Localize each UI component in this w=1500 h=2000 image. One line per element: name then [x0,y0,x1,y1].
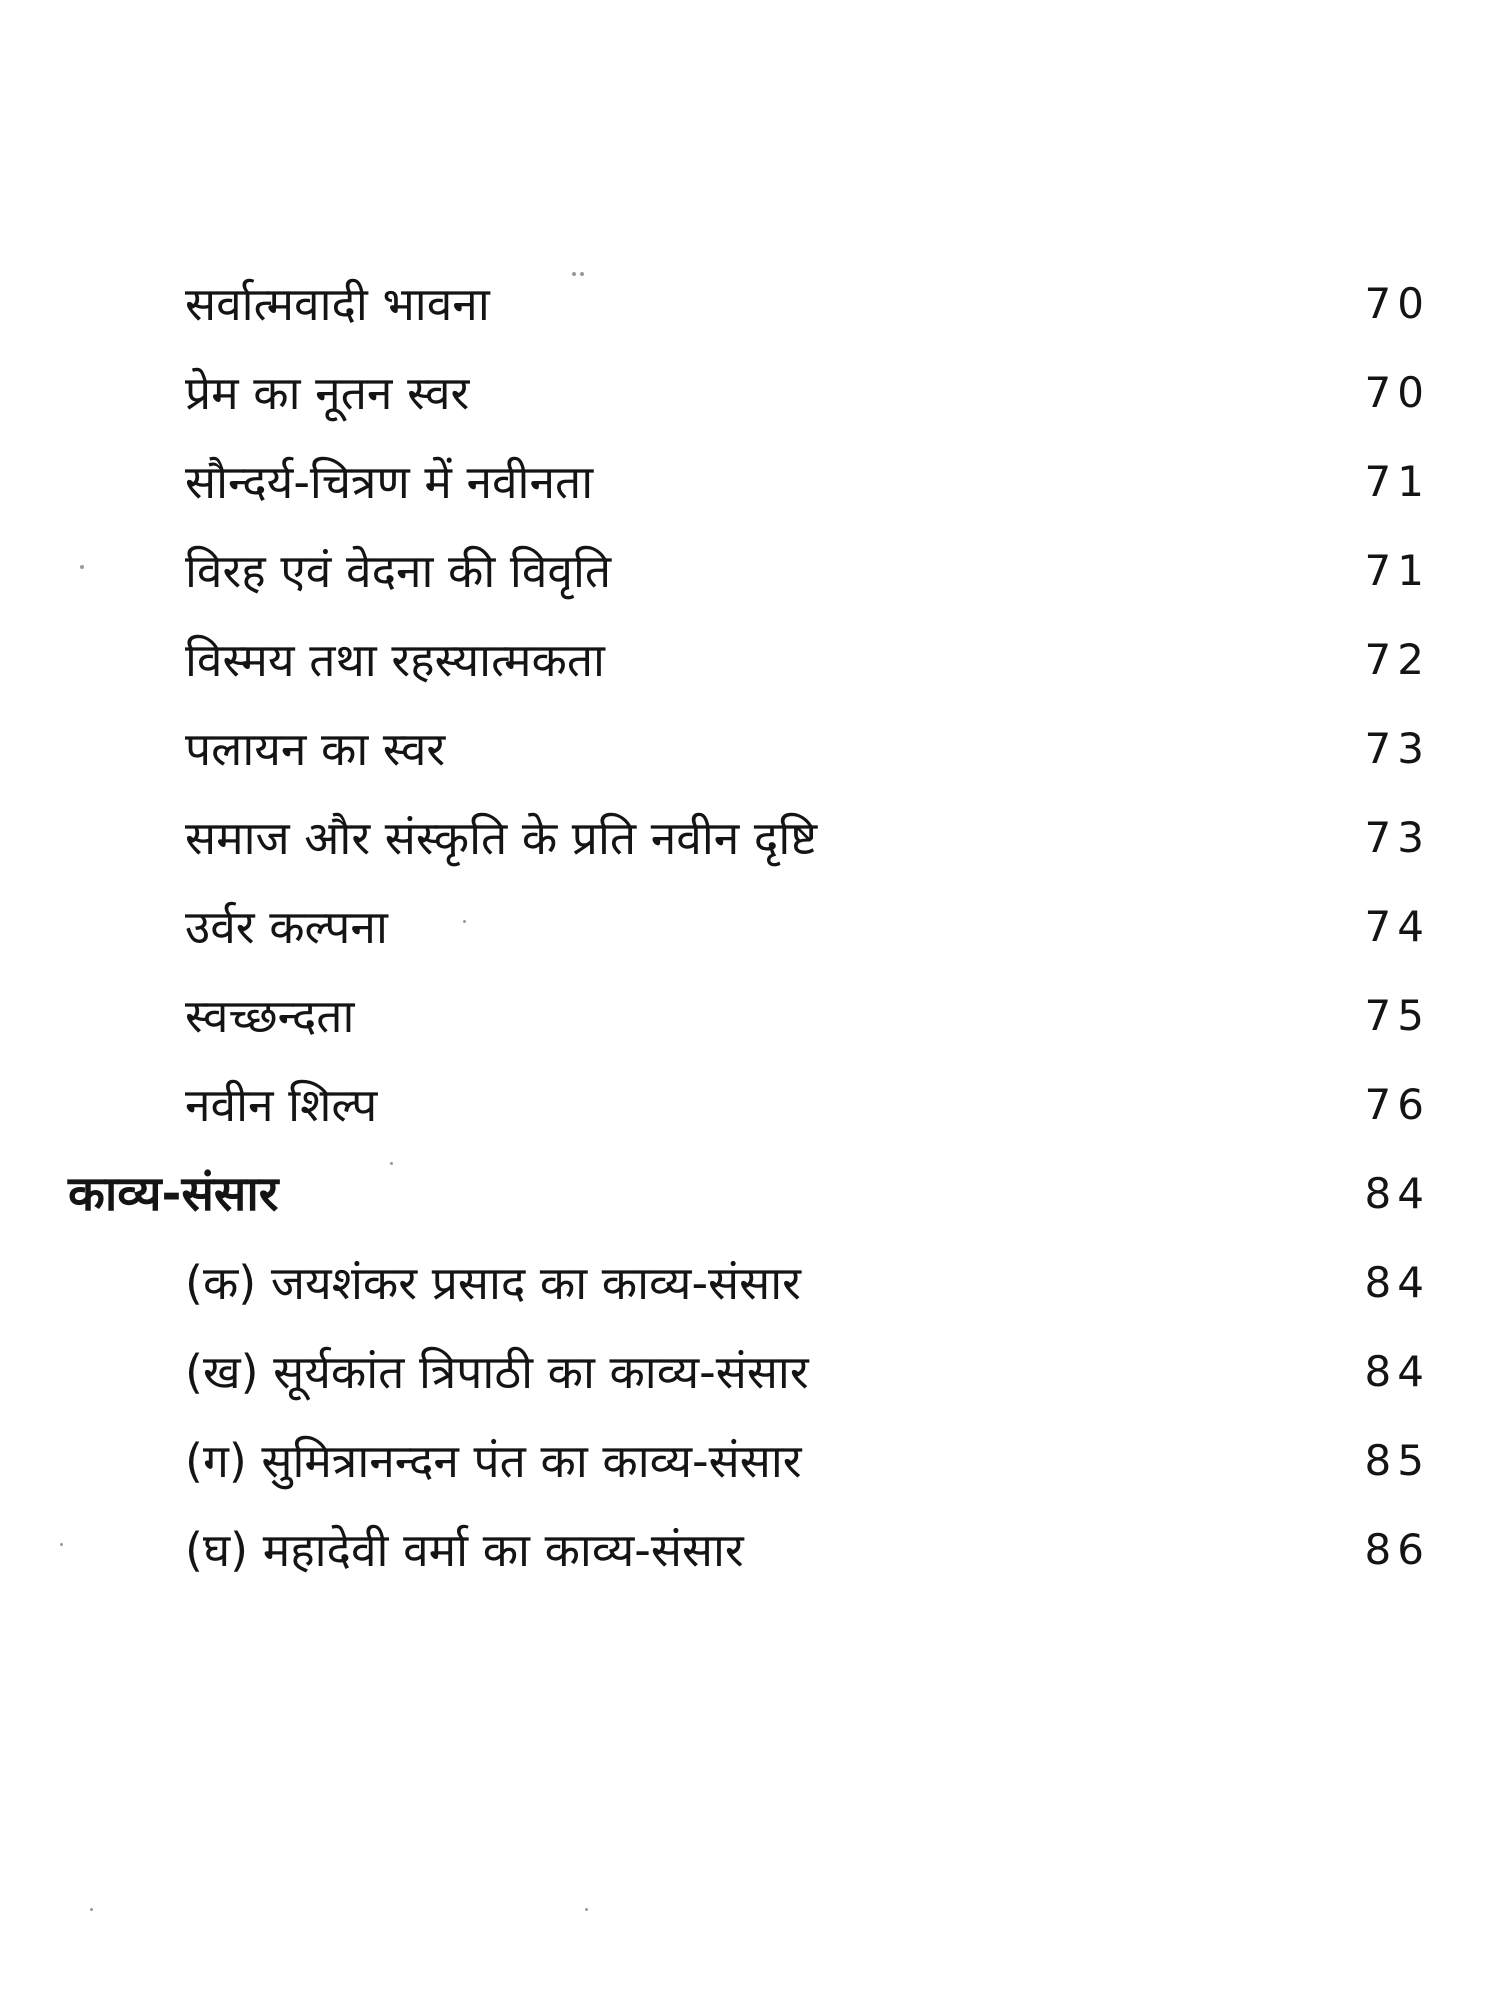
toc-entry [0,353,1500,433]
toc-entry [0,264,1500,344]
toc-entry-page: 85 [1364,1436,1430,1485]
toc-entry-title: स्वच्छन्दता [185,989,355,1043]
scan-speck [463,920,466,923]
toc-entry [0,1421,1500,1501]
scan-speck [585,1908,588,1911]
toc-entry-page: 76 [1364,1080,1430,1129]
toc-chapter-entry [0,1154,1500,1234]
toc-entry [0,1510,1500,1590]
toc-entry-title: विरह एवं वेदना की विवृति [185,544,612,598]
toc-entry [0,1065,1500,1145]
toc-entry-title: (घ) महादेवी वर्मा का काव्य-संसार [185,1523,744,1577]
toc-entry-page: 74 [1364,902,1430,951]
toc-entry-title: सर्वात्मवादी भावना [185,277,490,331]
scan-speck [580,272,584,276]
toc-entry-title: नवीन शिल्प [185,1078,378,1132]
toc-entry-page: 84 [1364,1258,1430,1307]
scan-speck [80,565,84,569]
toc-entry-title: पलायन का स्वर [185,722,446,776]
toc-entry-title: विस्मय तथा रहस्यात्मकता [185,633,605,687]
toc-entry-page: 71 [1364,457,1430,506]
toc-entry-title: समाज और संस्कृति के प्रति नवीन दृष्टि [185,811,818,865]
toc-entry [0,887,1500,967]
toc-entry-title: उर्वर कल्पना [185,900,388,954]
toc-entry [0,976,1500,1056]
toc-entry-page: 84 [1364,1347,1430,1396]
toc-entry-title: प्रेम का नूतन स्वर [185,366,470,420]
toc-entry-page: 75 [1364,991,1430,1040]
toc-entry [0,442,1500,522]
toc-entry [0,531,1500,611]
toc-entry-page: 70 [1364,368,1430,417]
scan-speck [390,1162,393,1165]
toc-entry-title: सौन्दर्य-चित्रण में नवीनता [185,455,594,509]
toc-entry-page: 71 [1364,546,1430,595]
toc-entry-page: 73 [1364,724,1430,773]
toc-entry-title: (क) जयशंकर प्रसाद का काव्य-संसार [185,1256,801,1310]
toc-entry-page: 70 [1364,279,1430,328]
toc-entry-page: 86 [1364,1525,1430,1574]
toc-entry-title: (ग) सुमित्रानन्दन पंत का काव्य-संसार [185,1434,802,1488]
toc-entry [0,798,1500,878]
toc-entry [0,620,1500,700]
toc-entry-page: 72 [1364,635,1430,684]
toc-entry [0,1243,1500,1323]
toc-entry [0,709,1500,789]
scan-speck [572,272,576,276]
toc-entry-title: (ख) सूर्यकांत त्रिपाठी का काव्य-संसार [185,1345,809,1399]
toc-entry [0,1332,1500,1412]
toc-entry-page: 73 [1364,813,1430,862]
scan-speck [90,1908,93,1911]
toc-entry-page: 84 [1364,1169,1430,1218]
toc-chapter-title: काव्य-संसार [68,1166,279,1222]
scan-speck [60,1543,63,1546]
